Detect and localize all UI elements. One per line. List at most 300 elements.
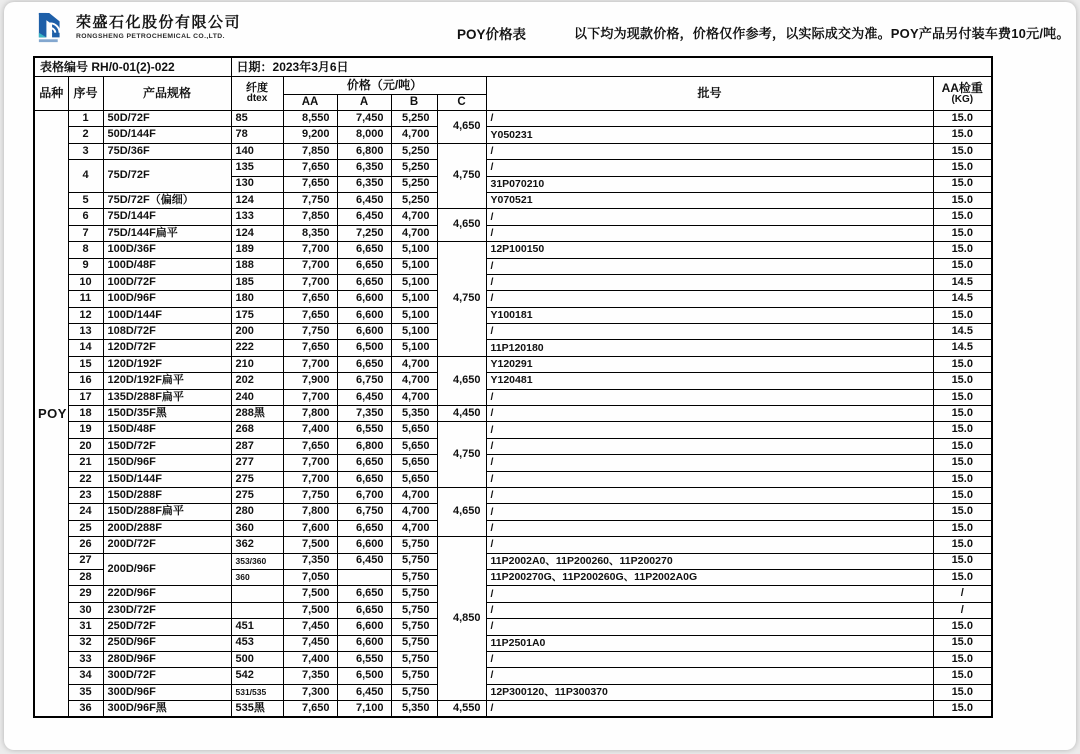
spec-cell: 75D/72F (103, 160, 231, 193)
price-c-cell: 4,450 (437, 406, 486, 422)
batch-cell: 12P100150 (486, 242, 933, 258)
dtex-cell: 353/360 (231, 553, 283, 569)
table-row (34, 701, 992, 717)
dtex-cell: 200 (231, 324, 283, 340)
weight-cell: 15.0 (933, 569, 992, 585)
price-c-cell: 4,750 (437, 242, 486, 357)
price-b-cell: 5,750 (391, 553, 437, 569)
spec-cell: 75D/36F (103, 143, 231, 159)
batch-cell: / (486, 520, 933, 536)
price-a-cell: 6,800 (337, 438, 391, 454)
price-aa-cell: 7,400 (283, 422, 337, 438)
seq-cell: 32 (68, 635, 103, 651)
batch-cell: Y120291 (486, 356, 933, 372)
spec-cell: 150D/288F扁平 (103, 504, 231, 520)
batch-cell: / (486, 487, 933, 503)
price-a-cell: 6,650 (337, 258, 391, 274)
price-a-cell: 6,350 (337, 160, 391, 176)
batch-cell: / (486, 504, 933, 520)
spec-cell: 120D/192F (103, 356, 231, 372)
dtex-cell: 362 (231, 537, 283, 553)
price-aa-cell: 7,350 (283, 553, 337, 569)
price-a-cell: 6,650 (337, 356, 391, 372)
price-aa-cell: 7,700 (283, 356, 337, 372)
table-row (34, 586, 992, 602)
price-c-cell: 4,850 (437, 537, 486, 701)
dtex-cell: 240 (231, 389, 283, 405)
batch-cell: Y100181 (486, 307, 933, 323)
price-b-cell: 5,250 (391, 111, 437, 127)
table-row (34, 635, 992, 651)
spec-cell: 300D/96F (103, 684, 231, 700)
price-b-cell: 5,750 (391, 619, 437, 635)
dtex-cell: 542 (231, 668, 283, 684)
batch-cell: Y050231 (486, 127, 933, 143)
price-a-cell: 6,650 (337, 471, 391, 487)
price-a-cell: 8,000 (337, 127, 391, 143)
price-b-cell: 5,100 (391, 340, 437, 356)
price-a-cell: 6,650 (337, 274, 391, 290)
batch-cell: / (486, 389, 933, 405)
col-header-seq: 序号 (68, 77, 103, 111)
weight-cell: 15.0 (933, 356, 992, 372)
weight-cell: / (933, 602, 992, 618)
price-a-cell: 6,600 (337, 307, 391, 323)
price-a-cell: 6,650 (337, 520, 391, 536)
weight-cell: 15.0 (933, 619, 992, 635)
dtex-cell: 85 (231, 111, 283, 127)
batch-cell: 12P300120、11P300370 (486, 684, 933, 700)
col-header-weight-line2: (KG) (951, 93, 974, 105)
spec-cell: 300D/72F (103, 668, 231, 684)
dtex-cell: 124 (231, 192, 283, 208)
table-row (34, 684, 992, 700)
price-b-cell: 4,700 (391, 209, 437, 225)
weight-cell: 15.0 (933, 471, 992, 487)
table-row (34, 406, 992, 422)
price-a-cell: 7,100 (337, 701, 391, 717)
spec-cell: 150D/72F (103, 438, 231, 454)
price-a-cell: 6,650 (337, 586, 391, 602)
seq-cell: 3 (68, 143, 103, 159)
price-table (33, 56, 993, 718)
spec-cell: 100D/96F (103, 291, 231, 307)
col-header-price-group: 价格（元/吨） (283, 77, 486, 95)
price-a-cell: 6,450 (337, 684, 391, 700)
seq-cell: 34 (68, 668, 103, 684)
price-c-cell: 4,650 (437, 209, 486, 242)
price-b-cell: 5,750 (391, 668, 437, 684)
price-b-cell: 5,750 (391, 684, 437, 700)
weight-cell: 15.0 (933, 373, 992, 389)
price-b-cell: 5,250 (391, 176, 437, 192)
col-header-weight-line1: AA检重 (941, 81, 983, 96)
weight-cell: 15.0 (933, 127, 992, 143)
price-a-cell: 6,450 (337, 192, 391, 208)
batch-cell: 11P2501A0 (486, 635, 933, 651)
batch-cell: / (486, 651, 933, 667)
dtex-cell: 175 (231, 307, 283, 323)
dtex-cell: 287 (231, 438, 283, 454)
batch-cell: 11P200270G、11P200260G、11P2002A0G (486, 569, 933, 585)
seq-cell: 7 (68, 225, 103, 241)
price-a-cell: 6,650 (337, 242, 391, 258)
spec-cell: 150D/288F (103, 487, 231, 503)
price-a-cell: 6,600 (337, 619, 391, 635)
price-b-cell: 5,100 (391, 242, 437, 258)
document-page (4, 2, 1076, 750)
spec-cell: 120D/72F (103, 340, 231, 356)
dtex-cell: 188 (231, 258, 283, 274)
price-b-cell: 5,100 (391, 258, 437, 274)
batch-cell: 11P120180 (486, 340, 933, 356)
dtex-cell: 140 (231, 143, 283, 159)
spec-cell: 150D/144F (103, 471, 231, 487)
table-row (34, 324, 992, 340)
seq-cell: 13 (68, 324, 103, 340)
price-b-cell: 5,350 (391, 701, 437, 717)
price-aa-cell: 7,650 (283, 160, 337, 176)
batch-cell: / (486, 471, 933, 487)
seq-cell: 20 (68, 438, 103, 454)
weight-cell: 15.0 (933, 422, 992, 438)
price-b-cell: 4,700 (391, 225, 437, 241)
price-b-cell: 4,700 (391, 127, 437, 143)
seq-cell: 10 (68, 274, 103, 290)
spec-cell: 75D/72F（偏细） (103, 192, 231, 208)
table-row (34, 340, 992, 356)
price-b-cell: 5,750 (391, 537, 437, 553)
weight-cell: 15.0 (933, 406, 992, 422)
spec-cell: 200D/72F (103, 537, 231, 553)
price-c-cell: 4,650 (437, 111, 486, 144)
seq-cell: 28 (68, 569, 103, 585)
price-aa-cell: 7,750 (283, 192, 337, 208)
batch-cell: / (486, 701, 933, 717)
price-a-cell: 6,750 (337, 373, 391, 389)
table-row (34, 651, 992, 667)
weight-cell: 14.5 (933, 340, 992, 356)
dtex-cell: 360 (231, 520, 283, 536)
seq-cell: 16 (68, 373, 103, 389)
seq-cell: 25 (68, 520, 103, 536)
table-row (34, 143, 992, 159)
price-a-cell: 6,650 (337, 455, 391, 471)
weight-cell: 15.0 (933, 504, 992, 520)
weight-cell: 15.0 (933, 668, 992, 684)
price-b-cell: 4,700 (391, 487, 437, 503)
spec-cell: 120D/192F扁平 (103, 373, 231, 389)
price-a-cell: 6,550 (337, 422, 391, 438)
price-c-cell: 4,550 (437, 701, 486, 717)
price-b-cell: 5,100 (391, 307, 437, 323)
col-header-dtex-line1: 纤度 (246, 82, 268, 94)
seq-cell: 29 (68, 586, 103, 602)
weight-cell: 15.0 (933, 307, 992, 323)
price-aa-cell: 7,650 (283, 438, 337, 454)
price-aa-cell: 7,400 (283, 651, 337, 667)
price-b-cell: 5,100 (391, 324, 437, 340)
price-aa-cell: 7,850 (283, 143, 337, 159)
price-a-cell: 6,550 (337, 651, 391, 667)
dtex-cell: 130 (231, 176, 283, 192)
table-row (34, 471, 992, 487)
dtex-cell: 78 (231, 127, 283, 143)
seq-cell: 14 (68, 340, 103, 356)
seq-cell: 30 (68, 602, 103, 618)
weight-cell: 15.0 (933, 438, 992, 454)
price-a-cell: 6,350 (337, 176, 391, 192)
price-aa-cell: 7,600 (283, 520, 337, 536)
dtex-cell: 535黑 (231, 701, 283, 717)
price-b-cell: 5,750 (391, 569, 437, 585)
weight-cell: 14.5 (933, 291, 992, 307)
price-aa-cell: 7,650 (283, 340, 337, 356)
col-header-dtex (231, 77, 283, 111)
seq-cell: 1 (68, 111, 103, 127)
weight-cell: 15.0 (933, 520, 992, 536)
weight-cell: 15.0 (933, 192, 992, 208)
weight-cell: 15.0 (933, 209, 992, 225)
table-row (34, 668, 992, 684)
spec-cell: 50D/72F (103, 111, 231, 127)
weight-cell: / (933, 586, 992, 602)
dtex-cell: 275 (231, 487, 283, 503)
seq-cell: 2 (68, 127, 103, 143)
price-aa-cell: 7,700 (283, 389, 337, 405)
company-logo (37, 12, 241, 44)
price-a-cell: 6,600 (337, 291, 391, 307)
seq-cell: 35 (68, 684, 103, 700)
seq-cell: 33 (68, 651, 103, 667)
spec-cell: 250D/96F (103, 635, 231, 651)
price-b-cell: 5,100 (391, 274, 437, 290)
price-aa-cell: 7,750 (283, 324, 337, 340)
dtex-cell: 135 (231, 160, 283, 176)
date-cell (231, 57, 992, 77)
price-b-cell: 4,700 (391, 389, 437, 405)
dtex-cell: 133 (231, 209, 283, 225)
seq-cell: 31 (68, 619, 103, 635)
batch-cell: / (486, 324, 933, 340)
company-name-en: RONGSHENG PETROCHEMICAL CO.,LTD. (76, 32, 225, 40)
spec-cell: 150D/48F (103, 422, 231, 438)
price-b-cell: 5,100 (391, 291, 437, 307)
price-b-cell: 5,750 (391, 635, 437, 651)
weight-cell: 15.0 (933, 225, 992, 241)
price-note: 以下均为现款价格，价格仅作参考，以实际成交为准。POY产品另付装车费10元/吨。 (574, 26, 1070, 41)
weight-cell: 15.0 (933, 487, 992, 503)
dtex-cell: 277 (231, 455, 283, 471)
table-row (34, 602, 992, 618)
batch-cell: / (486, 668, 933, 684)
col-header-batch: 批号 (486, 77, 933, 111)
dtex-cell: 189 (231, 242, 283, 258)
seq-cell: 9 (68, 258, 103, 274)
col-header-grade-a: A (337, 95, 391, 111)
dtex-cell: 500 (231, 651, 283, 667)
seq-cell: 27 (68, 553, 103, 569)
dtex-cell: 531/535 (231, 684, 283, 700)
price-aa-cell: 7,750 (283, 487, 337, 503)
batch-cell: / (486, 160, 933, 176)
price-a-cell: 6,500 (337, 340, 391, 356)
table-row (34, 553, 992, 569)
seq-cell: 8 (68, 242, 103, 258)
col-header-grade-aa: AA (283, 95, 337, 111)
batch-cell: / (486, 602, 933, 618)
batch-cell: / (486, 274, 933, 290)
price-aa-cell: 8,550 (283, 111, 337, 127)
date-label: 日期： (236, 59, 273, 74)
batch-cell: / (486, 258, 933, 274)
weight-cell: 15.0 (933, 111, 992, 127)
price-a-cell: 6,600 (337, 537, 391, 553)
seq-cell: 19 (68, 422, 103, 438)
seq-cell: 12 (68, 307, 103, 323)
price-aa-cell: 7,450 (283, 635, 337, 651)
table-row (34, 619, 992, 635)
price-c-cell: 4,650 (437, 487, 486, 536)
price-a-cell: 6,650 (337, 602, 391, 618)
dtex-cell: 453 (231, 635, 283, 651)
spec-cell: 220D/96F (103, 586, 231, 602)
price-a-cell: 7,250 (337, 225, 391, 241)
seq-cell: 5 (68, 192, 103, 208)
weight-cell: 15.0 (933, 455, 992, 471)
price-aa-cell: 7,350 (283, 668, 337, 684)
price-aa-cell: 7,500 (283, 586, 337, 602)
price-b-cell: 5,250 (391, 143, 437, 159)
spec-cell: 75D/144F (103, 209, 231, 225)
table-row (34, 520, 992, 536)
table-row (34, 373, 992, 389)
price-c-cell: 4,750 (437, 422, 486, 488)
price-a-cell: 6,800 (337, 143, 391, 159)
spec-cell: 135D/288F扁平 (103, 389, 231, 405)
batch-cell: / (486, 537, 933, 553)
dtex-cell (231, 586, 283, 602)
price-aa-cell: 7,700 (283, 258, 337, 274)
weight-cell: 14.5 (933, 324, 992, 340)
batch-cell: / (486, 143, 933, 159)
seq-cell: 6 (68, 209, 103, 225)
price-aa-cell: 7,900 (283, 373, 337, 389)
price-b-cell: 5,650 (391, 471, 437, 487)
dtex-cell: 222 (231, 340, 283, 356)
batch-cell: / (486, 291, 933, 307)
price-b-cell: 5,250 (391, 192, 437, 208)
table-row (34, 422, 992, 438)
price-a-cell: 6,600 (337, 635, 391, 651)
price-aa-cell: 7,700 (283, 242, 337, 258)
seq-cell: 22 (68, 471, 103, 487)
price-a-cell: 6,750 (337, 504, 391, 520)
table-row (34, 307, 992, 323)
form-number-cell (34, 57, 231, 77)
form-number-label: 表格编号 (40, 59, 89, 74)
price-aa-cell: 7,850 (283, 209, 337, 225)
spec-cell: 150D/96F (103, 455, 231, 471)
price-aa-cell: 7,700 (283, 471, 337, 487)
batch-cell: 31P070210 (486, 176, 933, 192)
price-a-cell: 6,700 (337, 487, 391, 503)
seq-cell: 17 (68, 389, 103, 405)
price-aa-cell: 7,650 (283, 701, 337, 717)
table-row (34, 389, 992, 405)
price-aa-cell: 9,200 (283, 127, 337, 143)
col-header-grade-c: C (437, 95, 486, 111)
price-b-cell: 4,700 (391, 520, 437, 536)
spec-cell: 230D/72F (103, 602, 231, 618)
table-row (34, 192, 992, 208)
table-row (34, 504, 992, 520)
price-aa-cell: 7,450 (283, 619, 337, 635)
price-aa-cell: 8,350 (283, 225, 337, 241)
weight-cell: 15.0 (933, 651, 992, 667)
seq-cell: 15 (68, 356, 103, 372)
table-row (34, 455, 992, 471)
spec-cell: 100D/36F (103, 242, 231, 258)
price-a-cell: 6,600 (337, 324, 391, 340)
price-aa-cell: 7,500 (283, 602, 337, 618)
price-aa-cell: 7,300 (283, 684, 337, 700)
weight-cell: 15.0 (933, 389, 992, 405)
batch-cell: Y120481 (486, 373, 933, 389)
price-aa-cell: 7,500 (283, 537, 337, 553)
batch-cell: / (486, 619, 933, 635)
dtex-cell (231, 602, 283, 618)
dtex-cell: 180 (231, 291, 283, 307)
batch-cell: / (486, 209, 933, 225)
table-row (34, 258, 992, 274)
weight-cell: 15.0 (933, 537, 992, 553)
spec-cell: 50D/144F (103, 127, 231, 143)
dtex-cell: 360 (231, 569, 283, 585)
dtex-cell: 268 (231, 422, 283, 438)
seq-cell: 23 (68, 487, 103, 503)
table-row (34, 127, 992, 143)
price-b-cell: 4,700 (391, 373, 437, 389)
table-row (34, 274, 992, 290)
col-header-product-type: 品种 (34, 77, 68, 111)
seq-cell: 36 (68, 701, 103, 717)
price-c-cell: 4,650 (437, 356, 486, 405)
price-aa-cell: 7,650 (283, 176, 337, 192)
product-type-cell: POY (34, 111, 68, 717)
batch-cell: / (486, 455, 933, 471)
spec-cell: 250D/72F (103, 619, 231, 635)
col-header-weight (933, 77, 992, 111)
spec-cell: 100D/144F (103, 307, 231, 323)
seq-cell: 18 (68, 406, 103, 422)
table-row (34, 160, 992, 176)
price-b-cell: 5,650 (391, 455, 437, 471)
table-row (34, 111, 992, 127)
spec-cell: 300D/96F黑 (103, 701, 231, 717)
weight-cell: 15.0 (933, 635, 992, 651)
price-a-cell: 6,500 (337, 668, 391, 684)
price-b-cell: 5,750 (391, 651, 437, 667)
price-a-cell: 6,450 (337, 209, 391, 225)
price-aa-cell: 7,800 (283, 504, 337, 520)
price-b-cell: 5,750 (391, 586, 437, 602)
weight-cell: 15.0 (933, 242, 992, 258)
weight-cell: 14.5 (933, 274, 992, 290)
seq-cell: 4 (68, 160, 103, 193)
price-a-cell: 6,450 (337, 553, 391, 569)
price-aa-cell: 7,650 (283, 307, 337, 323)
